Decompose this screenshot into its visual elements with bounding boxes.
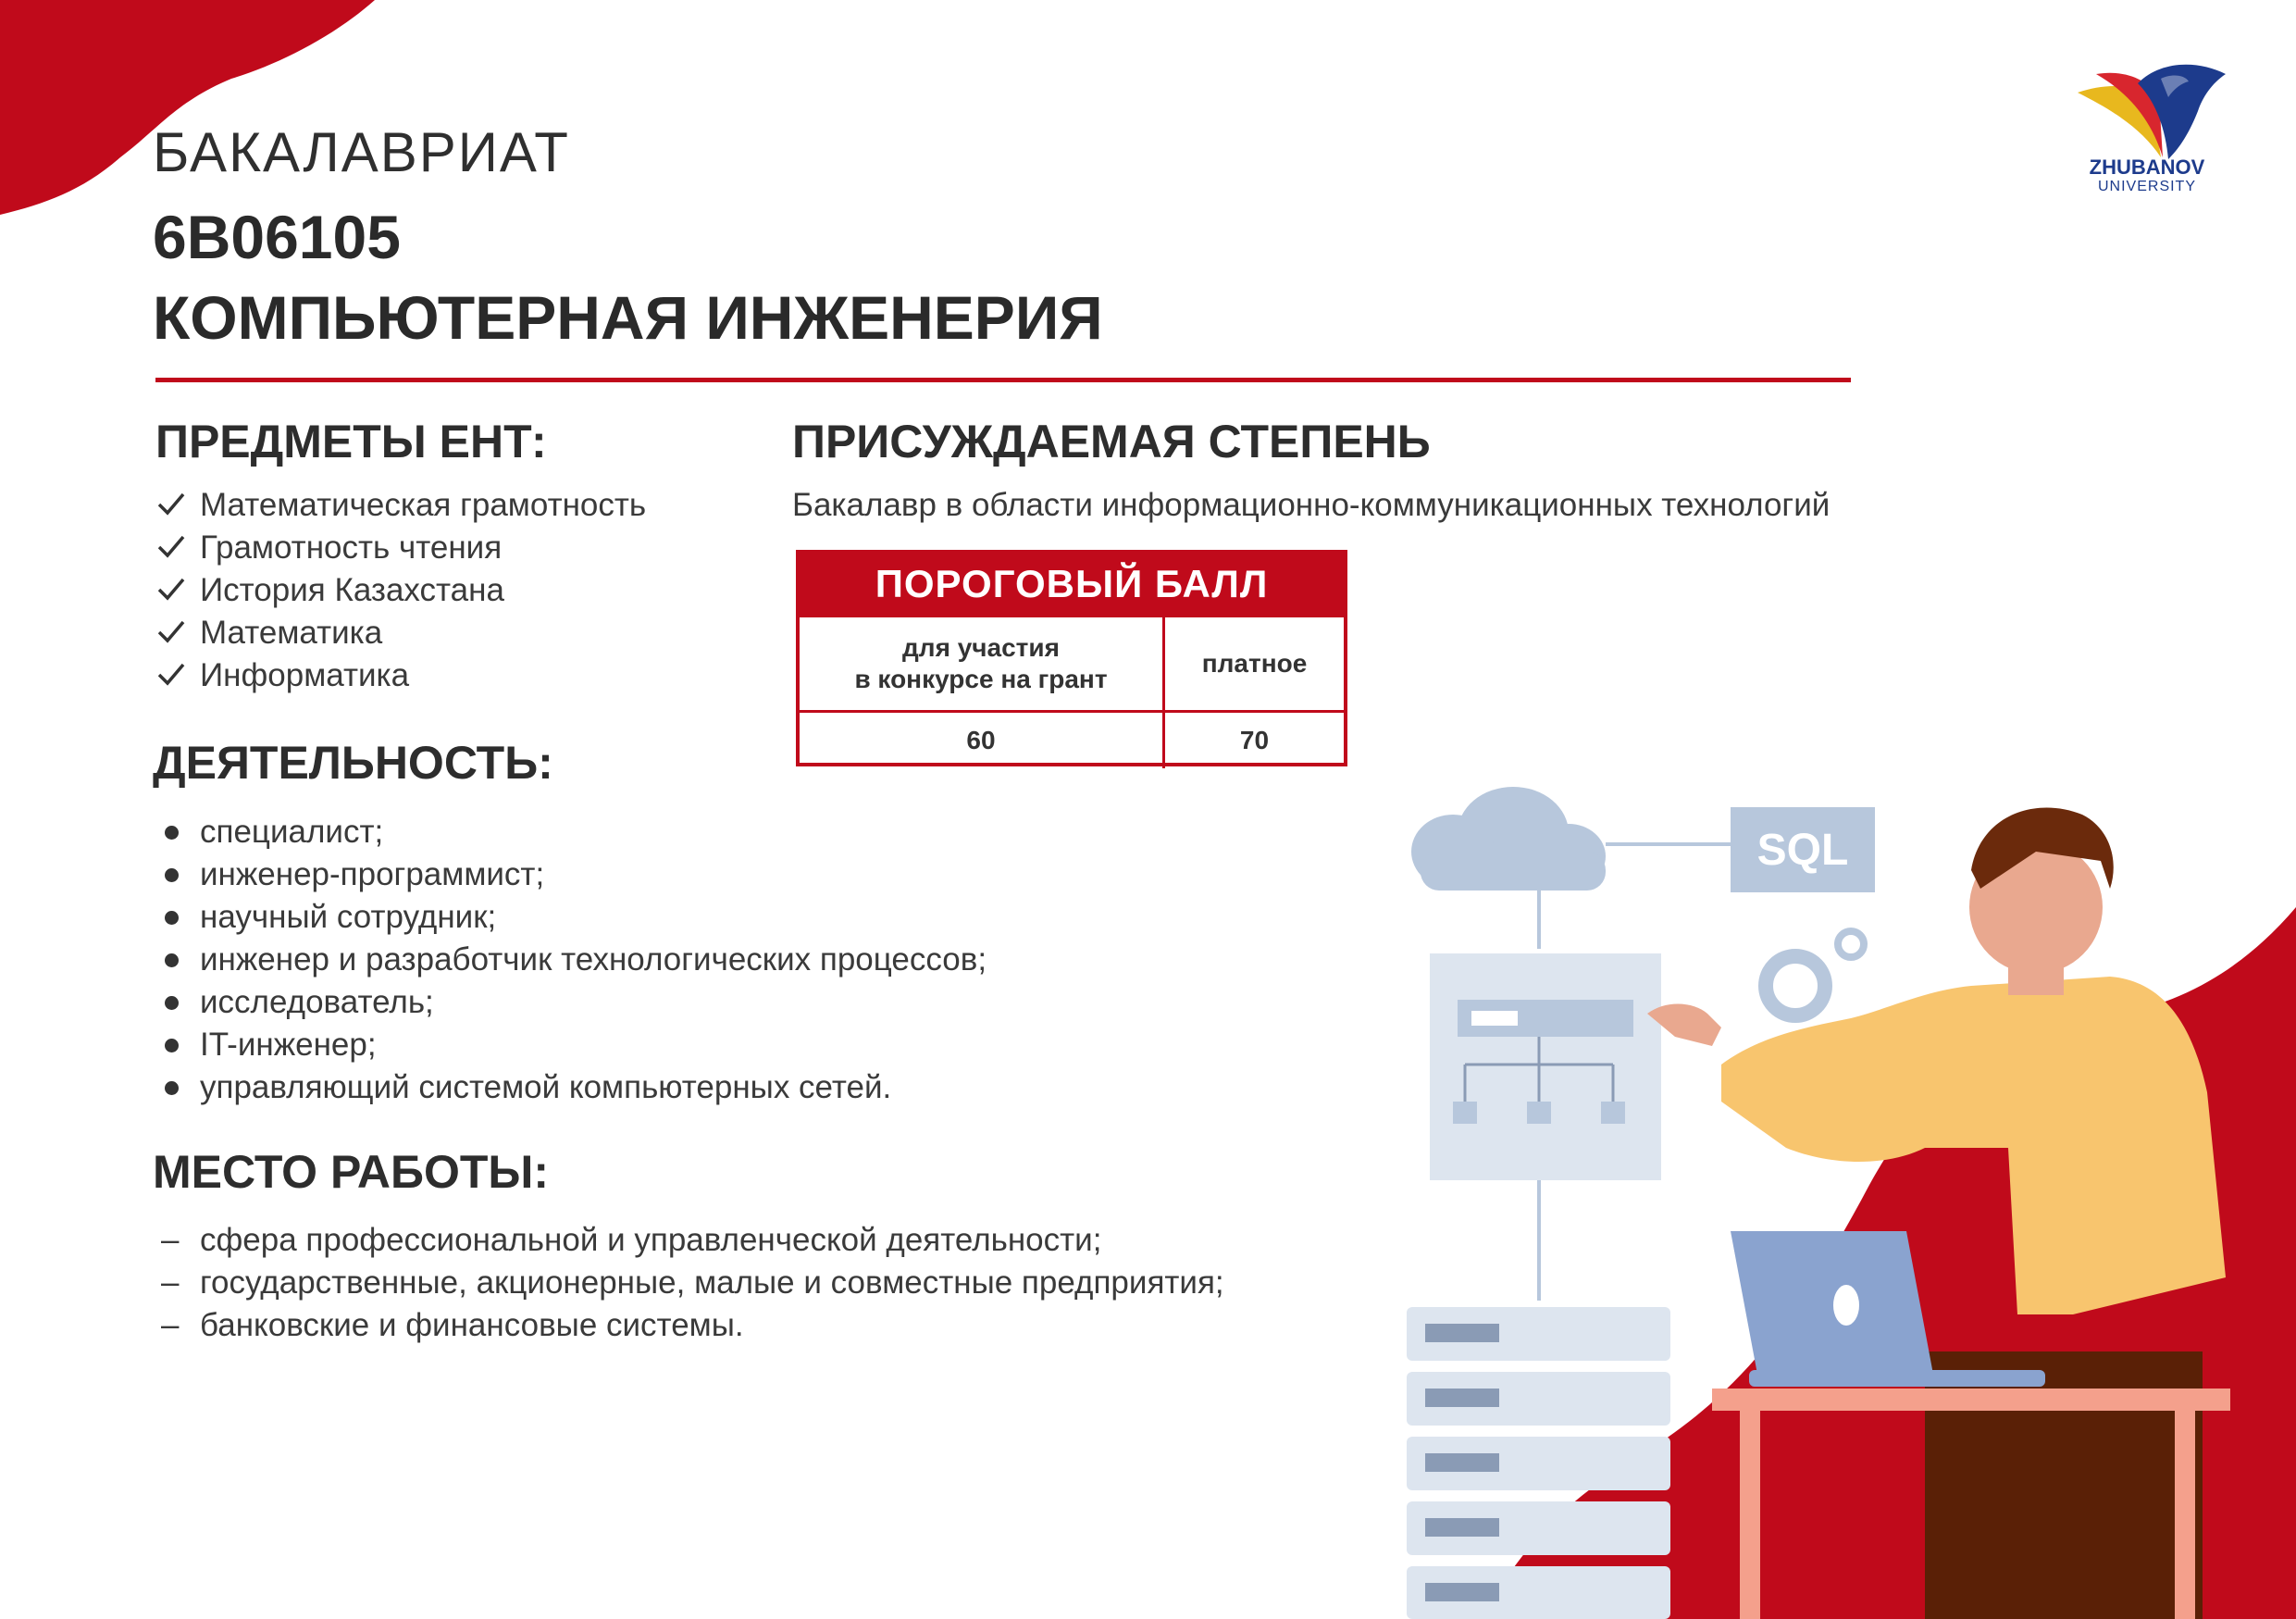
checkmark-icon	[155, 530, 187, 562]
server-rack-icon	[1407, 1307, 1670, 1619]
activity-list	[155, 811, 987, 1109]
table-row	[800, 710, 1344, 768]
logo-subname: UNIVERSITY	[2097, 179, 2196, 194]
list-item: – государственные, акционерные, малые и совместные предприятия;	[155, 1262, 1224, 1304]
list-item: – банковские и финансовые системы.	[155, 1304, 1224, 1347]
list-item: Информатика	[155, 654, 646, 697]
list-item: специалист;	[155, 811, 987, 853]
program-level: БАКАЛАВРИАТ	[153, 121, 570, 183]
list-item: IT-инженер;	[155, 1024, 987, 1066]
gear-icon	[1766, 931, 1864, 1015]
dash-icon: –	[161, 1307, 180, 1343]
bullet-icon	[165, 996, 179, 1010]
list-item: исследователь;	[155, 981, 987, 1024]
bullet-icon	[165, 911, 179, 925]
sql-badge: SQL	[1731, 807, 1875, 892]
list-item: инженер и разработчик технологических процессов;	[155, 939, 987, 981]
activity-section-title: ДЕЯТЕЛЬНОСТЬ:	[153, 737, 553, 789]
list-item: управляющий системой компьютерных сетей.	[155, 1066, 987, 1109]
bullet-icon	[165, 953, 179, 967]
list-item: научный сотрудник;	[155, 896, 987, 939]
degree-section-title: ПРИСУЖДАЕМАЯ СТЕПЕНЬ	[792, 416, 1431, 467]
table-row	[800, 615, 1344, 710]
cloud-icon	[1411, 787, 1606, 890]
checkmark-icon	[155, 616, 187, 647]
checkmark-icon	[155, 658, 187, 690]
ent-section-title: ПРЕДМЕТЫ ЕНТ:	[155, 416, 547, 467]
list-item: Грамотность чтения	[155, 527, 646, 569]
ent-subject-list	[155, 484, 646, 697]
program-title: КОМПЬЮТЕРНАЯ ИНЖЕНЕРИЯ	[153, 283, 1103, 352]
grant-column-header: для участия в конкурсе на грант	[800, 617, 1165, 710]
list-item: Математическая грамотность	[155, 484, 646, 527]
decorative-red-shape-top	[0, 0, 389, 222]
paid-score-value: 70	[1239, 726, 1270, 754]
bullet-icon	[165, 868, 179, 882]
degree-description: Бакалавр в области информационно-коммуникационных технологий	[792, 487, 1831, 523]
bullet-icon	[165, 1081, 179, 1095]
bullet-icon	[165, 826, 179, 840]
paid-column-header: платное	[1201, 649, 1308, 678]
dash-icon: –	[161, 1264, 180, 1301]
checkmark-icon	[155, 573, 187, 604]
list-item: – сфера профессиональной и управленческой деятельности;	[155, 1219, 1224, 1262]
engineer-person-icon	[1647, 808, 2226, 1619]
checkmark-icon	[155, 488, 187, 519]
network-panel-icon	[1430, 953, 1661, 1180]
grant-score-value: 60	[800, 713, 1165, 768]
workplace-section-title: МЕСТО РАБОТЫ:	[153, 1146, 549, 1198]
threshold-score-table	[796, 550, 1347, 766]
program-code: 6B06105	[153, 203, 401, 271]
workplace-list	[155, 1219, 1224, 1347]
threshold-score-title: ПОРОГОВЫЙ БАЛЛ	[800, 554, 1344, 615]
logo-name: ZHUBANOV	[2089, 156, 2205, 179]
list-item: История Казахстана	[155, 569, 646, 612]
bullet-icon	[165, 1039, 179, 1052]
header-divider	[155, 378, 1851, 382]
dash-icon: –	[161, 1222, 180, 1258]
list-item: инженер-программист;	[155, 853, 987, 896]
list-item: Математика	[155, 612, 646, 654]
